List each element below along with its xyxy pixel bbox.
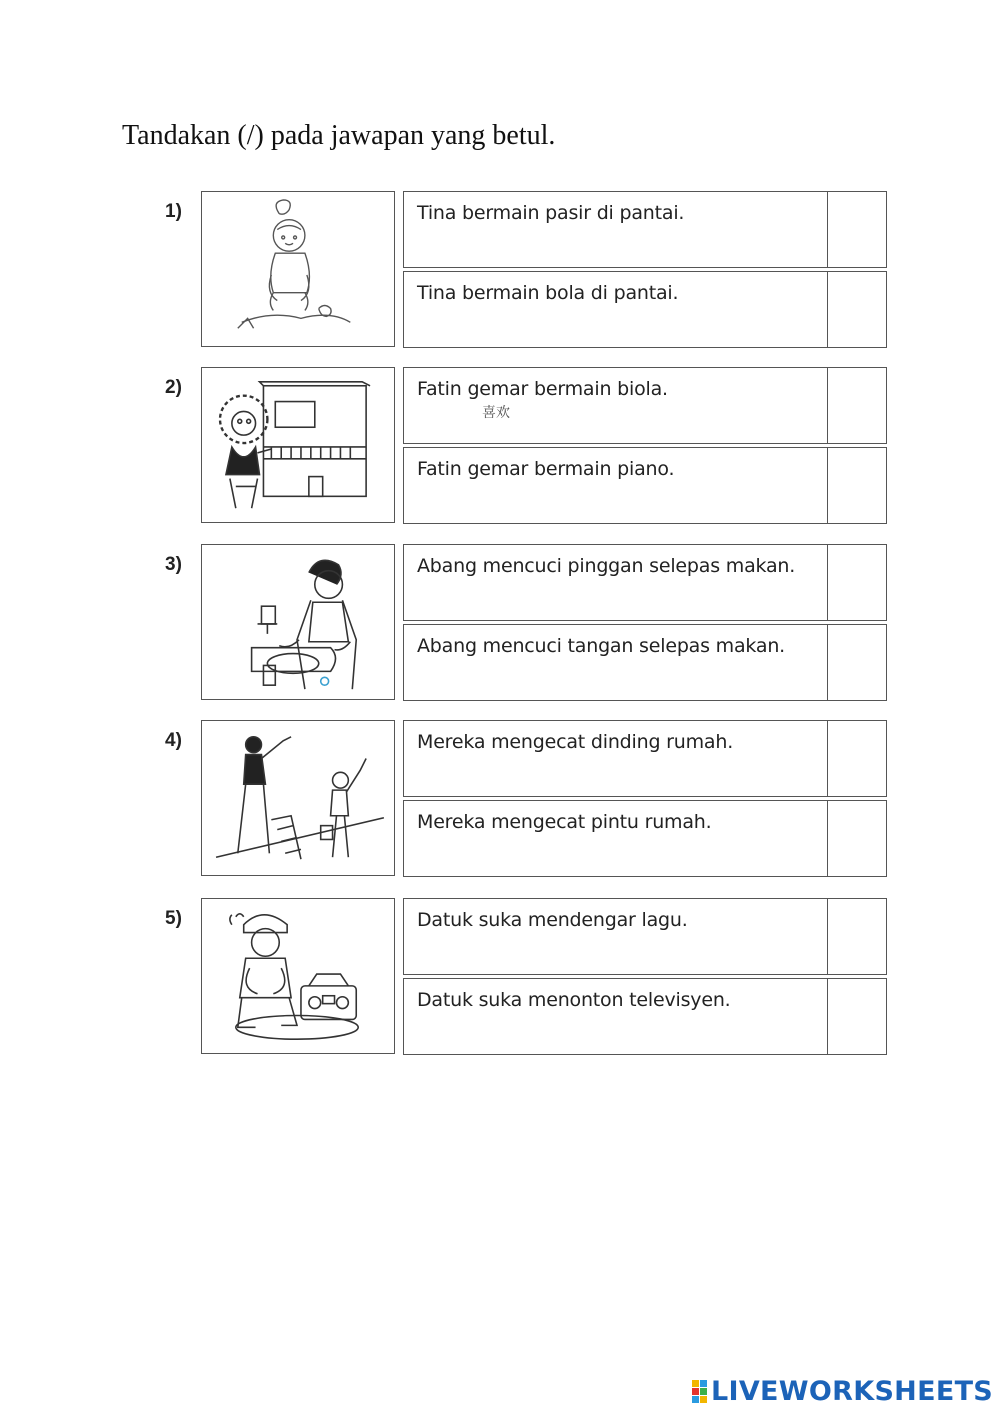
answer-checkbox-3b[interactable] [827,625,886,700]
question-number: 4) [165,730,182,751]
girl-playing-sand-picture [201,191,395,347]
option-text: Abang mencuci pinggan selepas makan. [417,555,796,577]
option-a [403,898,887,975]
option-text: Abang mencuci tangan selepas makan. [417,635,785,657]
option-a [403,544,887,621]
answer-checkbox-2b[interactable] [827,448,886,523]
answer-checkbox-1b[interactable] [827,272,886,347]
option-text: Fatin gemar bermain biola. [417,378,668,400]
answer-checkbox-1a[interactable] [827,192,886,267]
question-5 [0,898,1000,1056]
boy-washing-dishes-picture [201,544,395,700]
option-text: Mereka mengecat pintu rumah. [417,811,712,833]
question-4 [0,720,1000,878]
option-text: Mereka mengecat dinding rumah. [417,731,734,753]
logo-text: LIVEWORKSHEETS [711,1375,994,1407]
option-text: Datuk suka menonton televisyen. [417,989,731,1011]
option-b [403,978,887,1055]
answer-checkbox-2a[interactable] [827,368,886,443]
option-text: Datuk suka mendengar lagu. [417,909,688,931]
question-2 [0,367,1000,525]
question-number: 5) [165,908,182,929]
question-3 [0,544,1000,702]
option-text: Tina bermain bola di pantai. [417,282,679,304]
option-text: Tina bermain pasir di pantai. [417,202,685,224]
liveworksheets-logo [692,1376,993,1406]
question-number: 2) [165,377,182,398]
answer-checkbox-5a[interactable] [827,899,886,974]
answer-checkbox-5b[interactable] [827,979,886,1054]
option-b [403,800,887,877]
question-1 [0,191,1000,349]
option-b [403,271,887,348]
people-painting-wall-picture [201,720,395,876]
option-a [403,720,887,797]
girl-playing-piano-picture [201,367,395,523]
option-b [403,447,887,524]
liveworksheets-logo-icon [692,1380,707,1403]
answer-checkbox-3a[interactable] [827,545,886,620]
instruction-text: Tandakan (/) pada jawapan yang betul. [122,120,556,151]
question-number: 1) [165,201,182,222]
answer-checkbox-4a[interactable] [827,721,886,796]
option-a [403,367,887,444]
grandfather-listening-radio-picture [201,898,395,1054]
option-b [403,624,887,701]
question-number: 3) [165,554,182,575]
translation-hint: 喜欢 [482,405,510,421]
answer-checkbox-4b[interactable] [827,801,886,876]
option-a [403,191,887,268]
option-text: Fatin gemar bermain piano. [417,458,675,480]
